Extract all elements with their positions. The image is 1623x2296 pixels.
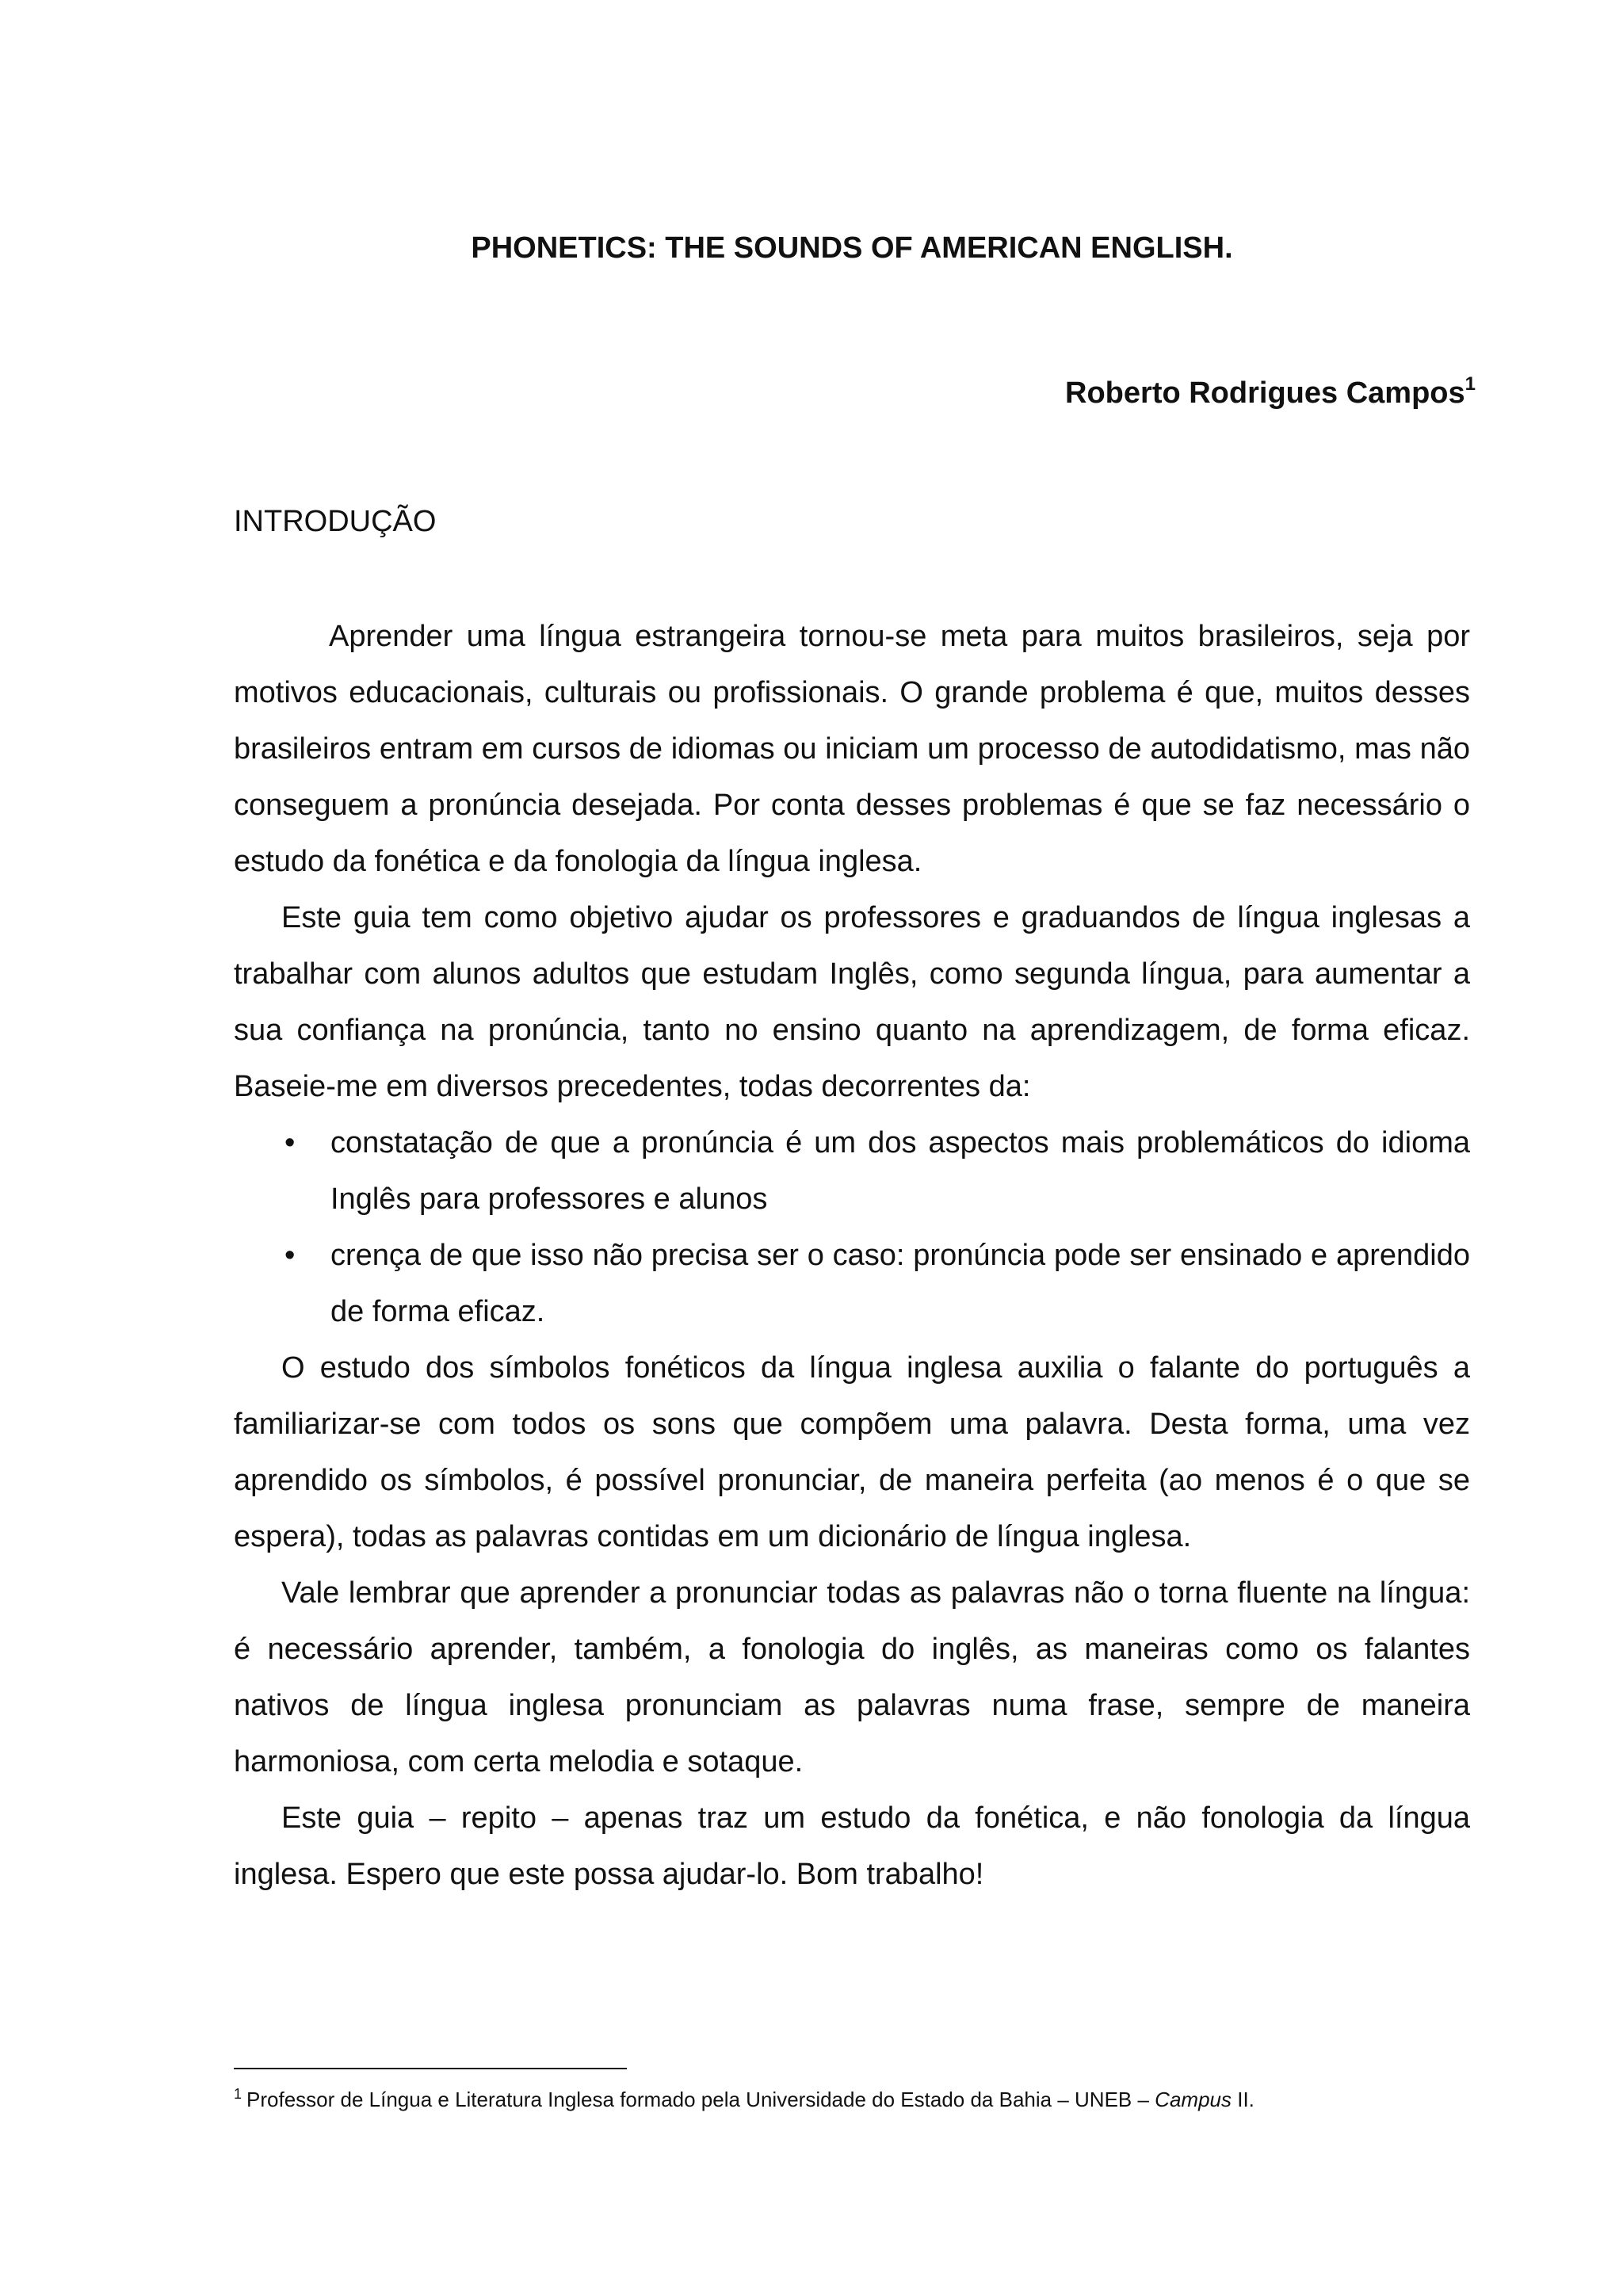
bullet-item xyxy=(234,1115,1470,1228)
paragraph: Aprender uma língua estrangeira tornou-se meta para muitos brasileiros, seja por motivos educacionais, culturais ou profissionais. O grande problema é que, muitos desses brasileiros entram em cursos de idiomas ou iniciam um processo de autodidatismo, mas não conseguem a pronúncia desejada. Por conta desses problemas é que se faz necessário o estudo da fonética e da fonologia da língua inglesa. xyxy=(234,620,1470,878)
paragraph: O estudo dos símbolos fonéticos da língua inglesa auxilia o falante do português a familiarizar-se com todos os sons que compõem uma palavra. Desta forma, uma vez aprendido os símbolos, é possível pronunciar, de maneira perfeita (ao menos é o que se espera), todas as palavras contidas em um dicionário de língua inglesa. xyxy=(234,1351,1470,1553)
author-footnote-ref[interactable]: 1 xyxy=(1465,373,1476,395)
paragraph: Este guia tem como objetivo ajudar os professores e graduandos de língua inglesas a trabalhar com alunos adultos que estudam Inglês, como segunda língua, para aumentar a sua confiança na pronúncia, tanto no ensino quanto na aprendizagem, de forma eficaz. Baseie-me em diversos precedentes, todas decorrentes da: xyxy=(234,901,1470,1103)
footnote-text-end: II. xyxy=(1232,2088,1254,2111)
bullet-icon: • xyxy=(285,1239,296,1272)
section-heading: INTRODUÇÃO xyxy=(234,505,437,538)
bullet-text: constatação de que a pronúncia é um dos aspectos mais problemáticos do idioma Inglês para professores e alunos xyxy=(330,1126,1470,1216)
bullet-icon: • xyxy=(285,1126,296,1159)
footnote-number: 1 xyxy=(234,2086,242,2102)
paragraph: Vale lembrar que aprender a pronunciar todas as palavras não o torna fluente na língua: é necessário aprender, também, a fonologia do inglês, as maneiras como os falantes nativos de língua inglesa pronunciam as palavras numa frase, sempre de maneira harmoniosa, com certa melodia e sotaque. xyxy=(234,1576,1470,1778)
paragraph: Este guia – repito – apenas traz um estudo da fonética, e não fonologia da língua inglesa. Espero que este possa ajudar-lo. Bom trabalho! xyxy=(234,1801,1470,1891)
author-name xyxy=(1065,375,1476,411)
document-title: PHONETICS: THE SOUNDS OF AMERICAN ENGLISH. xyxy=(471,231,1233,265)
bullet-text: crença de que isso não precisa ser o caso: pronúncia pode ser ensinado e aprendido de forma eficaz. xyxy=(330,1239,1470,1328)
body-text xyxy=(234,609,1470,1903)
footnote xyxy=(234,2086,1470,2113)
bullet-item xyxy=(234,1228,1470,1340)
author-name-text: Roberto Rodrigues Campos xyxy=(1065,376,1465,410)
bullet-list xyxy=(234,1115,1470,1340)
footnote-divider xyxy=(234,2068,627,2069)
footnote-text: Professor de Língua e Literatura Inglesa formado pela Universidade do Estado da Bahia – UNEB – xyxy=(246,2088,1155,2111)
footnote-italic-text: Campus xyxy=(1155,2088,1232,2111)
